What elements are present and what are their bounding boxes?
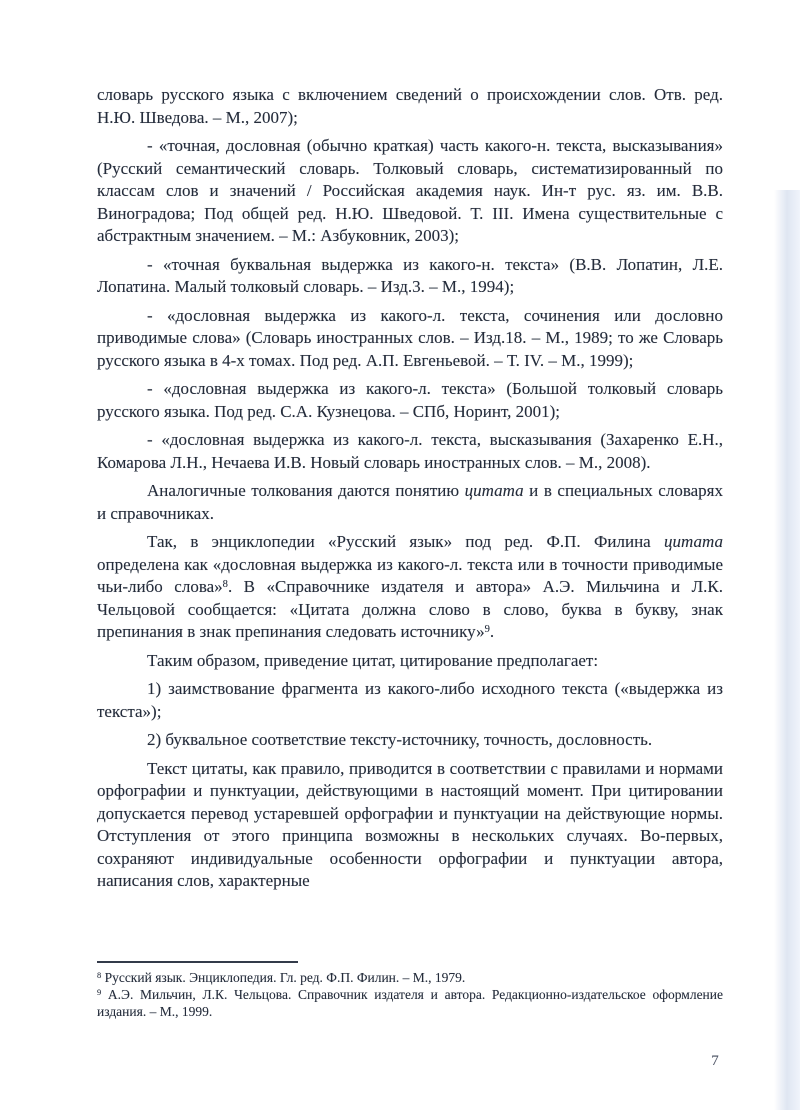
text-column xyxy=(97,84,723,899)
paragraph xyxy=(97,729,723,752)
paragraph xyxy=(97,378,723,423)
paragraph xyxy=(97,650,723,673)
text-run: . xyxy=(489,622,495,641)
footnote-text: А.Э. Мильчин, Л.К. Чельцова. Справочник издателя и автора. Редакционно-издательское оформление издания. – М., 1999. xyxy=(97,987,723,1019)
text-run: - «точная, дословная (обычно краткая) часть какого-н. текста, высказывания» (Русский семантический словарь. Толковый словарь, систематизированный по классам слов и значений / Российская академия наук. Ин-т рус. яз. им. В.В. Виноградова; Под общей ред. Н.Ю. Шведовой. Т. III. Имена существительные с абстрактным значением. – М.: Азбуковник, 2003); xyxy=(97,136,723,245)
text-run: 1) заимствование фрагмента из какого-либо исходного текста («выдержка из текста»); xyxy=(97,679,723,721)
footnote-reference: 8 xyxy=(222,579,228,591)
text-run: Так, в энциклопедии «Русский язык» под ред. Ф.П. Филина xyxy=(147,532,665,551)
footnote-text: Русский язык. Энциклопедия. Гл. ред. Ф.П. Филин. – М., 1979. xyxy=(101,970,466,985)
text-run: Аналогичные толкования даются понятию xyxy=(147,481,465,500)
paragraph xyxy=(97,254,723,299)
italic-run: цитата xyxy=(464,481,524,500)
paragraph xyxy=(97,135,723,248)
scan-edge-artifact xyxy=(774,190,800,1110)
text-run: - «дословная выдержка из какого-л. текста, сочинения или дословно приводимые слова» (Словарь иностранных слов. – Изд.18. – М., 1989; то же Словарь русского языка в 4-х томах. Под ред. А.П. Евгеньевой. – Т. IV. – М., 1999); xyxy=(97,305,723,370)
page-number: 7 xyxy=(711,1053,719,1069)
footnote xyxy=(97,986,723,1020)
text-run: Таким образом, приведение цитат, цитирование предполагает: xyxy=(147,650,599,670)
footnote xyxy=(97,969,723,986)
text-run: - «дословная выдержка из какого-л. текста» (Большой толковый словарь русского языка. Под ред. С.А. Кузнецова. – СПб, Норинт, 2001); xyxy=(97,379,723,421)
paragraph xyxy=(97,678,723,723)
paragraph xyxy=(97,84,723,129)
paragraph xyxy=(97,429,723,474)
text-run: - «дословная выдержка из какого-л. текста, высказывания (Захаренко Е.Н., Комарова Л.Н., Нечаева И.В. Новый словарь иностранных слов. – М., 2008). xyxy=(97,430,723,472)
text-run: 2) буквальное соответствие тексту-источнику, точность, дословность. xyxy=(147,730,653,749)
paragraph xyxy=(97,531,723,644)
paragraph xyxy=(97,758,723,893)
paragraph xyxy=(97,480,723,525)
footnote-marker: 9 xyxy=(97,988,102,998)
footnote-marker: 8 xyxy=(97,971,102,981)
footnote-reference: 9 xyxy=(484,624,490,636)
text-run: словарь русского языка с включением сведений о происхождении слов. Отв. ред. Н.Ю. Шведова. – М., 2007); xyxy=(97,85,723,127)
paragraph xyxy=(97,305,723,373)
text-run: Текст цитаты, как правило, приводится в соответствии с правилами и нормами орфографии и пунктуации, действующими в настоящий момент. При цитировании допускается перевод устаревшей орфографии и пунктуации на действующие нормы. Отступления от этого принципа возможны в нескольких случаях. Во-первых, сохраняют индивидуальные особенности орфографии и пунктуации автора, написания слов, характерные xyxy=(97,758,723,890)
text-run: и в специальных словарях и справочниках. xyxy=(97,481,723,523)
text-run: . В «Справочнике издателя и автора» А.Э. Мильчина и Л.К. Чельцовой сообщается: «Цитата должна слово в слово, буква в букву, знак препинания в знак препинания следовать источнику» xyxy=(97,577,723,641)
italic-run: цитата xyxy=(664,532,723,551)
footnote-separator xyxy=(97,961,298,963)
footnotes-section xyxy=(97,969,723,1020)
text-run: определена как «дословная выдержка из какого-л. текста или в точности приводимые чьи-либо слова» xyxy=(97,554,723,596)
text-run: - «точная буквальная выдержка из какого-н. текста» (В.В. Лопатин, Л.Е. Лопатина. Малый толковый словарь. – Изд.3. – М., 1994); xyxy=(97,254,723,296)
